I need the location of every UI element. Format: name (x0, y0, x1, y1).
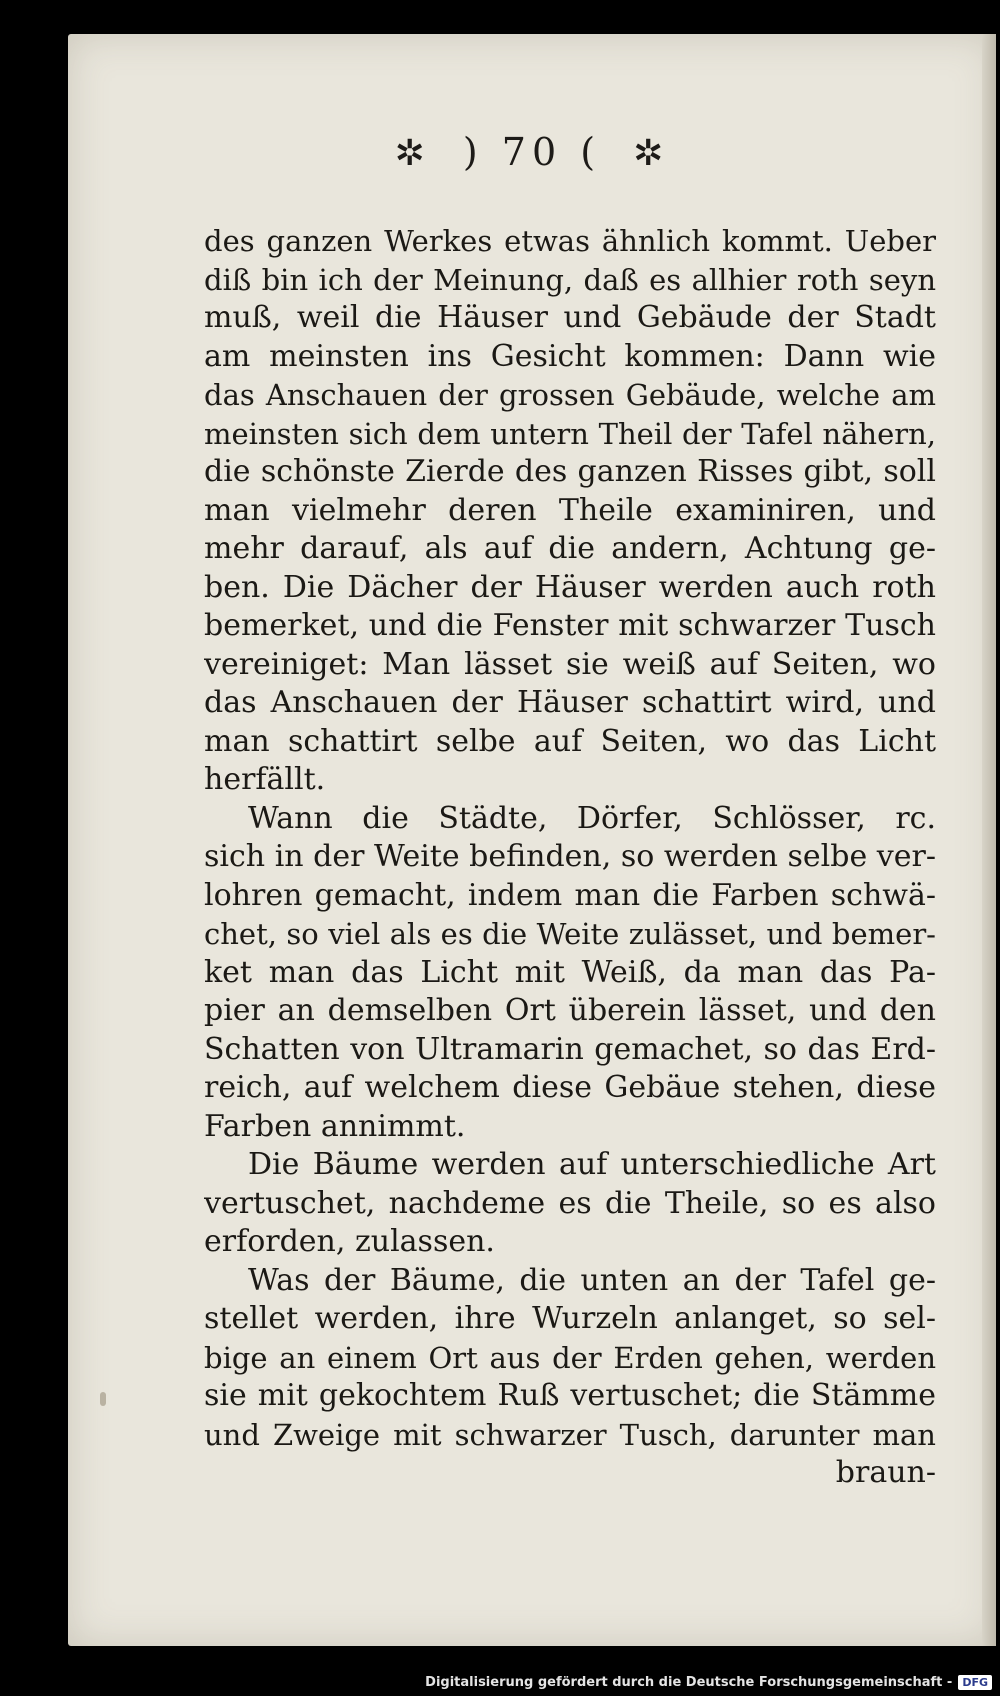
text-line: diß bin ich der Meinung, daß es allhier roth seyn (204, 262, 936, 297)
text-line: bemerket, und die Fenster mit schwarzer Tusch (204, 608, 936, 643)
text-line: sie mit gekochtem Ruß vertuschet; die Stämme (204, 1378, 936, 1413)
page-number: ) 70 ( (462, 130, 602, 174)
text-line: mehr darauf, als auf die andern, Achtung ge- (204, 531, 936, 566)
paper-speck (100, 1392, 106, 1406)
digitization-credit (425, 1675, 992, 1690)
text-line: des ganzen Werkes etwas ähnlich kommt. Ueber (204, 224, 936, 258)
text-line: das Anschauen der grossen Gebäude, welche am (204, 378, 936, 412)
text-line: Schatten von Ultramarin gemachet, so das Erd- (204, 1031, 936, 1067)
credit-text: Digitalisierung gefördert durch die Deutsche Forschungsgemeinschaft - (425, 1675, 953, 1690)
dfg-logo: DFG (958, 1675, 992, 1690)
text-line: am meinsten ins Gesicht kommen: Dann wie (204, 338, 936, 374)
text-line: das Anschauen der Häuser schattirt wird, und (204, 685, 936, 720)
text-line: erforden, zulassen. (204, 1224, 495, 1259)
body-text (204, 222, 936, 1493)
text-line: und Zweige mit schwarzer Tusch, darunter man (204, 1417, 936, 1452)
text-line: reich, auf welchem diese Gebäue stehen, diese (204, 1070, 936, 1105)
page-spine (982, 34, 996, 1646)
catchword: braun- (835, 1455, 936, 1490)
text-line: vereiniget: Man lässet sie weiß auf Seiten, wo (204, 646, 936, 682)
text-line: vertuschet, nachdeme es die Theile, so es also (204, 1185, 936, 1221)
text-line: ket man das Licht mit Weiß, da man das Pa- (204, 954, 936, 990)
text-line: Wann die Städte, Dörfer, Schlösser, rc. (248, 800, 936, 836)
text-line: ben. Die Dächer der Häuser werden auch roth (204, 569, 936, 605)
text-line: muß, weil die Häuser und Gebäude der Stadt (204, 300, 936, 335)
text-line: Was der Bäume, die unten an der Tafel ge- (248, 1262, 936, 1298)
right-ornament-icon: ✲ (633, 133, 670, 174)
text-line: bige an einem Ort aus der Erden gehen, werden (204, 1340, 936, 1375)
text-line: Farben annimmt. (204, 1108, 466, 1144)
text-line: Die Bäume werden auf unterschiedliche Art (248, 1147, 936, 1182)
left-ornament-icon: ✲ (394, 133, 431, 174)
text-line: meinsten sich dem untern Theil der Tafel nähern, (204, 416, 936, 451)
text-line: man vielmehr deren Theile examiniren, und (204, 492, 936, 528)
text-line: chet, so viel als es die Weite zulässet, und bemer- (204, 917, 936, 951)
text-line: herfällt. (204, 762, 326, 797)
page-header (68, 130, 996, 174)
text-line: lohren gemacht, indem man die Farben schwä- (204, 877, 936, 913)
book-page (68, 34, 996, 1646)
text-line: pier an demselben Ort überein lässet, und den (204, 993, 936, 1028)
text-line: die schönste Zierde des ganzen Risses gibt, soll (204, 454, 936, 489)
text-line: sich in der Weite befinden, so werden selbe ver- (204, 839, 936, 874)
text-line: stellet werden, ihre Wurzeln anlanget, so sel- (204, 1301, 936, 1336)
text-line: man schattirt selbe auf Seiten, wo das Licht (204, 723, 936, 759)
